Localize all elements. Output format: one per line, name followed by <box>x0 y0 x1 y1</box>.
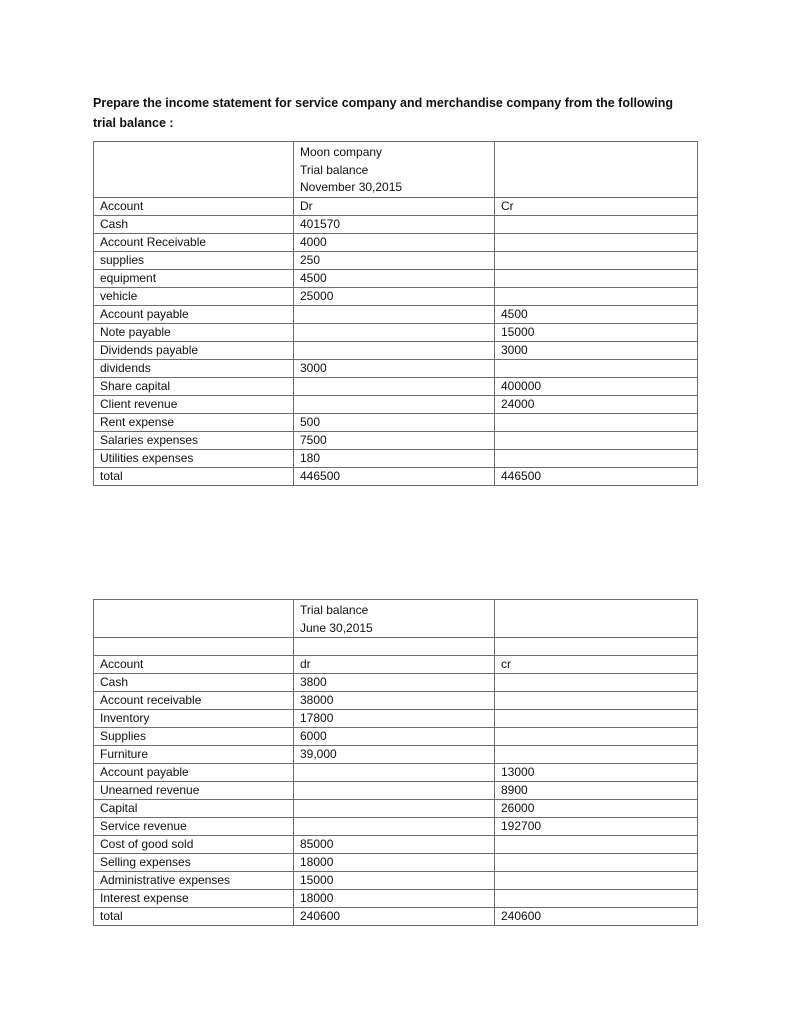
table-row <box>94 377 698 395</box>
table-row <box>94 251 698 269</box>
debit-cell: 6000 <box>294 728 495 746</box>
debit-cell: 18000 <box>294 890 495 908</box>
table-header-row <box>94 142 698 198</box>
debit-cell: dr <box>294 656 495 674</box>
debit-cell: Dr <box>294 197 495 215</box>
credit-cell: 24000 <box>495 395 698 413</box>
table-row <box>94 323 698 341</box>
table-title-cell <box>294 142 495 198</box>
statement-title: Trial balance <box>300 162 369 177</box>
statement-title: Trial balance <box>300 603 369 617</box>
debit-cell <box>294 800 495 818</box>
credit-cell: 240600 <box>495 908 698 926</box>
account-name-cell: supplies <box>94 251 294 269</box>
debit-cell: 3800 <box>294 674 495 692</box>
credit-cell <box>495 746 698 764</box>
credit-cell <box>495 692 698 710</box>
table-row <box>94 215 698 233</box>
debit-cell <box>294 782 495 800</box>
debit-cell <box>294 395 495 413</box>
account-name-cell: Dividends payable <box>94 341 294 359</box>
credit-cell <box>495 854 698 872</box>
debit-cell: 15000 <box>294 872 495 890</box>
debit-cell: 18000 <box>294 854 495 872</box>
account-name-cell: total <box>94 467 294 485</box>
debit-cell: 3000 <box>294 359 495 377</box>
credit-cell <box>495 710 698 728</box>
table-row <box>94 449 698 467</box>
moon-company-trial-balance-table <box>93 141 698 486</box>
company-name: Moon company <box>300 145 383 159</box>
table-row <box>94 341 698 359</box>
account-name-cell: Interest expense <box>94 890 294 908</box>
account-name-cell: Administrative expenses <box>94 872 294 890</box>
table-row <box>94 395 698 413</box>
header-empty-cell <box>495 600 698 638</box>
debit-cell: 7500 <box>294 431 495 449</box>
credit-cell <box>495 674 698 692</box>
table-row <box>94 818 698 836</box>
statement-date: June 30,2015 <box>300 620 373 635</box>
account-name-cell: Account payable <box>94 305 294 323</box>
debit-cell: 4500 <box>294 269 495 287</box>
table-row <box>94 413 698 431</box>
account-name-cell: Cost of good sold <box>94 836 294 854</box>
credit-cell <box>495 890 698 908</box>
table-row <box>94 233 698 251</box>
account-name-cell: equipment <box>94 269 294 287</box>
debit-cell <box>294 818 495 836</box>
table-row <box>94 854 698 872</box>
credit-cell <box>495 413 698 431</box>
account-name-cell: Selling expenses <box>94 854 294 872</box>
table-row <box>94 638 698 656</box>
table-row <box>94 359 698 377</box>
table-row <box>94 728 698 746</box>
account-name-cell: Inventory <box>94 710 294 728</box>
debit-cell: 38000 <box>294 692 495 710</box>
account-name-cell <box>94 638 294 656</box>
credit-cell <box>495 872 698 890</box>
debit-cell: 85000 <box>294 836 495 854</box>
credit-cell <box>495 287 698 305</box>
table-row <box>94 872 698 890</box>
table-row <box>94 890 698 908</box>
table-row <box>94 269 698 287</box>
table-title-cell <box>294 600 495 638</box>
table-header-row <box>94 600 698 638</box>
account-name-cell: Salaries expenses <box>94 431 294 449</box>
credit-cell <box>495 215 698 233</box>
table-row <box>94 908 698 926</box>
debit-cell <box>294 638 495 656</box>
credit-cell <box>495 728 698 746</box>
account-name-cell: Note payable <box>94 323 294 341</box>
debit-cell: 39,000 <box>294 746 495 764</box>
table-row <box>94 674 698 692</box>
credit-cell <box>495 638 698 656</box>
debit-cell: 4000 <box>294 233 495 251</box>
table-row <box>94 782 698 800</box>
credit-cell: 15000 <box>495 323 698 341</box>
credit-cell <box>495 251 698 269</box>
table-row <box>94 710 698 728</box>
credit-cell: 13000 <box>495 764 698 782</box>
table-row <box>94 746 698 764</box>
header-empty-cell <box>495 142 698 198</box>
table-row <box>94 305 698 323</box>
header-empty-cell <box>94 142 294 198</box>
account-name-cell: vehicle <box>94 287 294 305</box>
account-name-cell: Service revenue <box>94 818 294 836</box>
account-name-cell: Cash <box>94 674 294 692</box>
account-name-cell: Account <box>94 656 294 674</box>
account-name-cell: Account receivable <box>94 692 294 710</box>
account-name-cell: total <box>94 908 294 926</box>
table-row <box>94 197 698 215</box>
debit-cell <box>294 341 495 359</box>
credit-cell: 192700 <box>495 818 698 836</box>
debit-cell: 401570 <box>294 215 495 233</box>
june-trial-balance-table <box>93 599 698 926</box>
account-name-cell: Account Receivable <box>94 233 294 251</box>
table-row <box>94 656 698 674</box>
instruction-text: Prepare the income statement for service company and merchandise company from the following trial balance : <box>93 96 674 130</box>
credit-cell <box>495 269 698 287</box>
debit-cell <box>294 764 495 782</box>
table-row <box>94 764 698 782</box>
credit-cell: 4500 <box>495 305 698 323</box>
account-name-cell: Unearned revenue <box>94 782 294 800</box>
account-name-cell: Client revenue <box>94 395 294 413</box>
debit-cell <box>294 305 495 323</box>
credit-cell <box>495 233 698 251</box>
credit-cell: 400000 <box>495 377 698 395</box>
statement-date: November 30,2015 <box>300 180 403 194</box>
account-name-cell: Rent expense <box>94 413 294 431</box>
account-name-cell: Cash <box>94 215 294 233</box>
account-name-cell: Utilities expenses <box>94 449 294 467</box>
account-name-cell: Account <box>94 197 294 215</box>
debit-cell: 17800 <box>294 710 495 728</box>
account-name-cell: dividends <box>94 359 294 377</box>
debit-cell: 180 <box>294 449 495 467</box>
credit-cell: 26000 <box>495 800 698 818</box>
table-row <box>94 467 698 485</box>
table-row <box>94 836 698 854</box>
debit-cell: 250 <box>294 251 495 269</box>
credit-cell: Cr <box>495 197 698 215</box>
account-name-cell: Furniture <box>94 746 294 764</box>
credit-cell <box>495 359 698 377</box>
credit-cell <box>495 836 698 854</box>
table-row <box>94 287 698 305</box>
credit-cell: 8900 <box>495 782 698 800</box>
account-name-cell: Capital <box>94 800 294 818</box>
credit-cell: 446500 <box>495 467 698 485</box>
debit-cell: 25000 <box>294 287 495 305</box>
debit-cell: 446500 <box>294 467 495 485</box>
debit-cell: 240600 <box>294 908 495 926</box>
account-name-cell: Share capital <box>94 377 294 395</box>
table-row <box>94 431 698 449</box>
debit-cell: 500 <box>294 413 495 431</box>
debit-cell <box>294 323 495 341</box>
table-row <box>94 692 698 710</box>
credit-cell: cr <box>495 656 698 674</box>
account-name-cell: Supplies <box>94 728 294 746</box>
account-name-cell: Account payable <box>94 764 294 782</box>
header-empty-cell <box>94 600 294 638</box>
credit-cell: 3000 <box>495 341 698 359</box>
debit-cell <box>294 377 495 395</box>
table-row <box>94 800 698 818</box>
credit-cell <box>495 449 698 467</box>
credit-cell <box>495 431 698 449</box>
